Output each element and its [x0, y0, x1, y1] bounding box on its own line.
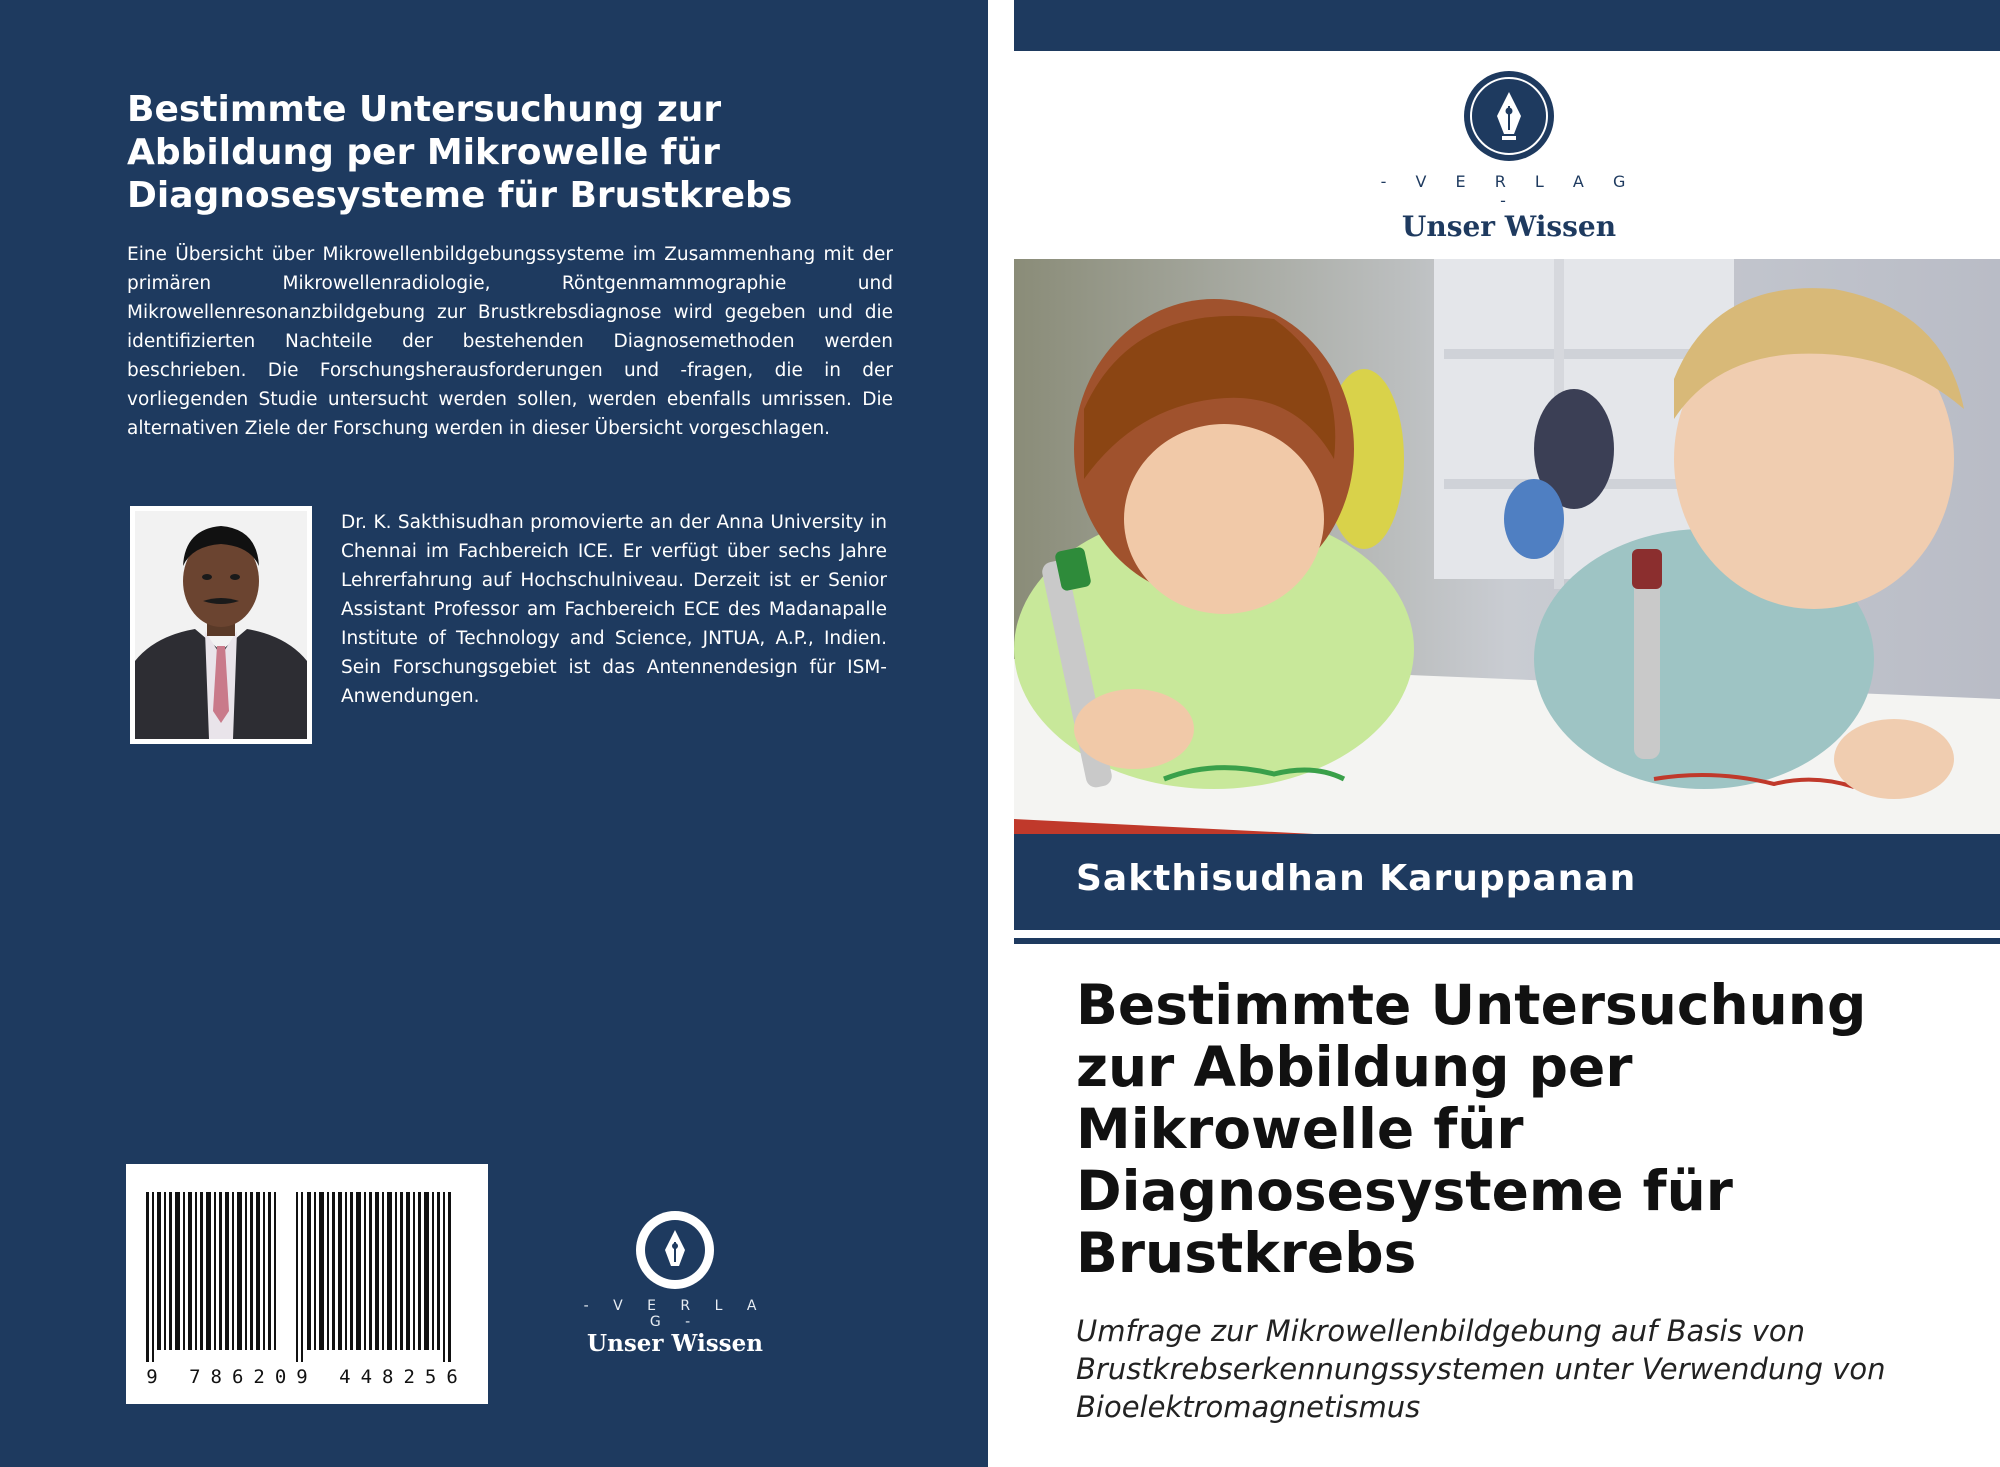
book-title: Bestimmte Untersuchung zur Abbildung per Mikrowelle für Diagnosesysteme für Brustkrebs: [1076, 973, 1867, 1285]
publisher-logo-front: [1374, 70, 1644, 243]
divider: [1014, 938, 2000, 944]
barcode-number: 9 786209 448256: [146, 1366, 468, 1388]
pen-nib-logo-icon: [1463, 70, 1555, 162]
barcode-icon: [126, 1164, 488, 1404]
publisher-name: Unser Wissen: [1401, 210, 1617, 243]
pen-nib-logo-icon: [635, 1210, 715, 1290]
back-cover-title: Bestimmte Untersuchung zur Abbildung per Mikrowelle für Diagnosesysteme für Brustkrebs: [127, 89, 793, 216]
verlag-label: - V E R L A G -: [1380, 172, 1638, 210]
author-name: Sakthisudhan Karuppanan: [1076, 858, 1637, 899]
author-portrait: [130, 506, 312, 744]
publisher-logo-back: [570, 1210, 780, 1357]
back-cover-description: Eine Übersicht über Mikrowellenbildgebungssysteme im Zusammenhang mit der primären Mikrowellenradiologie, Röntgenmammographie und Mikrowellenresonanzbildgebung zur Brustkrebsdiagnose wird gegeben und die identifizierten Nachteile der bestehenden Diagnosemethoden werden beschrieben. Die Forschungsherausforderungen und -fragen, die in der vorliegenden Studie untersucht werden sollen, werden ebenfalls umrissen. Die alternativen Ziele der Forschung werden in dieser Übersicht vorgeschlagen.: [127, 244, 893, 439]
book-subtitle: Umfrage zur Mikrowellenbildgebung auf Basis von Brustkrebserkennungssystemen unter Verwendung von Bioelektromagnetismus: [1076, 1314, 1886, 1424]
back-cover: [0, 0, 988, 1467]
verlag-label: - V E R L A G -: [583, 1298, 767, 1330]
children-drawing-photo: [1014, 259, 2000, 834]
author-bio: Dr. K. Sakthisudhan promovierte an der Anna University in Chennai im Fachbereich ICE. Er verfügt über sechs Jahre Lehrerfahrung auf Hochschulniveau. Derzeit ist er Senior Assistant Professor am Fachbereich ECE des Madanapalle Institute of Technology and Science, JNTUA, A.P., Indien. Sein Forschungsgebiet ist das Antennendesign für ISM-Anwendungen.: [341, 512, 887, 707]
top-bar: [1014, 0, 2000, 51]
front-cover: [1014, 0, 2000, 1467]
publisher-name: Unser Wissen: [587, 1330, 763, 1357]
author-bar: [1014, 834, 2000, 930]
spine: [988, 0, 1014, 1467]
